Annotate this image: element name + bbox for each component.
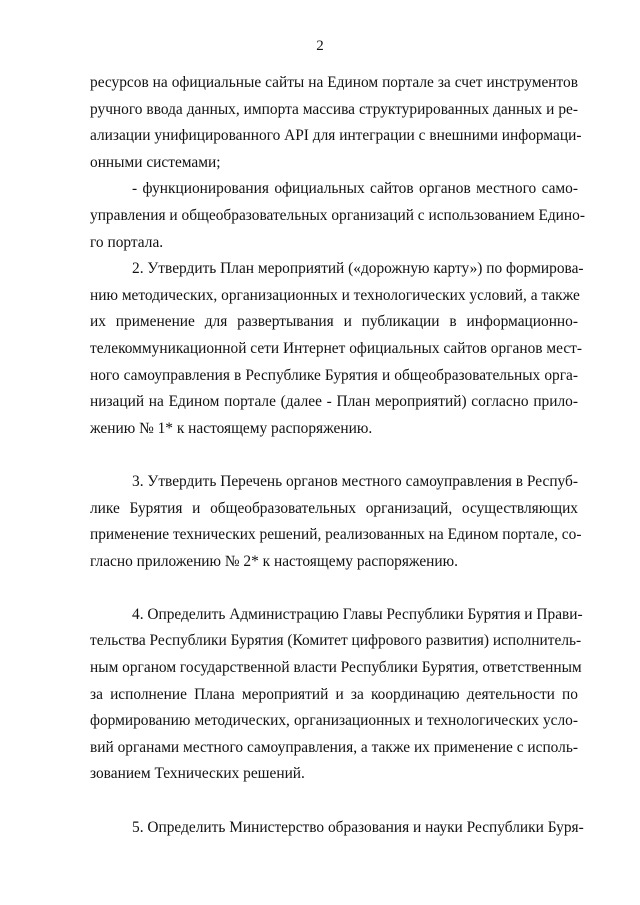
text-line: го портала. xyxy=(90,233,164,251)
text-line: ного самоуправления в Республике Бурятия и общеобразовательных орга- xyxy=(90,366,578,384)
paragraph-gap xyxy=(90,442,578,469)
text-line: онными системами; xyxy=(90,153,221,171)
text-line: 4. Определить Администрацию Главы Республики Бурятия и Прави- xyxy=(132,605,583,623)
text-line: 2. Утвердить План мероприятий («дорожную карту») по формирова- xyxy=(132,260,584,278)
text-line: их применение для развертывания и публикации в информационно- xyxy=(90,313,578,331)
paragraph-item-3 xyxy=(90,469,582,575)
text-line: лике Бурятия и общеобразовательных организаций, осуществляющих xyxy=(90,499,578,517)
text-line: формированию методических, организационных и технологических усло- xyxy=(90,712,578,730)
paragraph-item-4 xyxy=(90,602,583,788)
text-line: зованием Технических решений. xyxy=(90,765,305,783)
text-line: применение технических решений, реализованных на Едином портале, со- xyxy=(90,526,582,544)
text-line: нию методических, организационных и технологических условий, а также xyxy=(90,286,580,304)
text-line: за исполнение Плана мероприятий и за координацию деятельности по xyxy=(90,685,578,703)
text-line: ручного ввода данных, импорта массива структурированных данных и ре- xyxy=(90,100,578,118)
page-number: 2 xyxy=(316,38,324,54)
paragraph-gap xyxy=(90,575,578,602)
text-line: ным органом государственной власти Республики Бурятия, ответственным xyxy=(90,659,582,677)
text-line: тельства Республики Бурятия (Комитет цифрового развития) исполнитель- xyxy=(90,632,582,650)
text-line: гласно приложению № 2* к настоящему распоряжению. xyxy=(90,552,458,570)
paragraph-gap xyxy=(90,788,578,815)
text-line: телекоммуникационной сети Интернет официальных сайтов органов мест- xyxy=(90,339,583,357)
paragraph-bullet-functioning xyxy=(90,176,585,256)
paragraph-item-2 xyxy=(90,256,584,442)
text-line: 5. Определить Министерство образования и науки Республики Буря- xyxy=(132,818,584,836)
paragraph-continuation xyxy=(90,70,582,176)
document-body xyxy=(90,70,585,841)
text-line: 3. Утвердить Перечень органов местного самоуправления в Респуб- xyxy=(132,472,578,490)
text-line: управления и общеобразовательных организаций с использованием Едино- xyxy=(90,206,585,224)
text-line: вий органами местного самоуправления, а также их применение с исполь- xyxy=(90,738,578,756)
text-line: ализации унифицированного API для интеграции с внешними информаци- xyxy=(90,127,582,145)
text-line: низаций на Едином портале (далее - План мероприятий) согласно прило- xyxy=(90,393,578,411)
text-line: - функционирования официальных сайтов органов местного само- xyxy=(132,180,578,198)
text-line: ресурсов на официальные сайты на Едином портале за счет инструментов xyxy=(90,74,578,91)
text-line: жению № 1* к настоящему распоряжению. xyxy=(90,419,373,437)
paragraph-item-5 xyxy=(90,815,584,842)
